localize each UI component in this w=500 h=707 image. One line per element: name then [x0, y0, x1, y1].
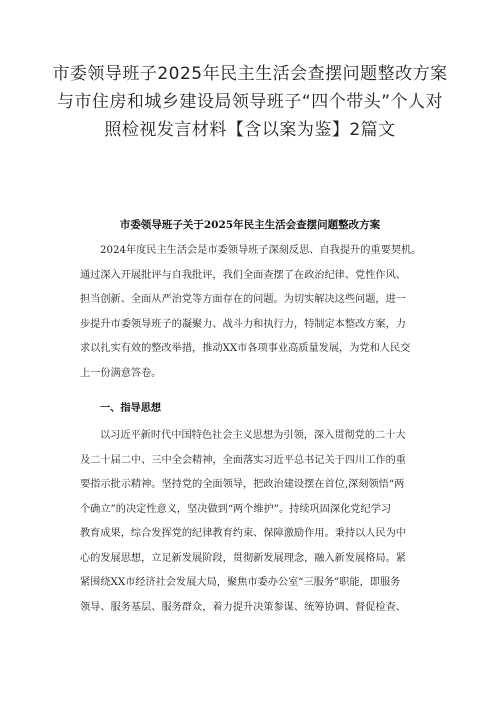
title-line-1: 市委领导班子2025年民主生活会查摆问题整改方案	[52, 64, 448, 84]
paragraph-line: 及二十届二中、三中全会精神，全面落实习近平总书记关于四川工作的重	[80, 454, 406, 466]
title-line-3: 照检视发言材料【含以案为鉴】2篇文	[104, 120, 396, 140]
paragraph-line: 求以扎实有效的整改举措，推动XX市各项事业高质量发展，为党和人民交	[80, 343, 411, 354]
paragraph-line: 个确立”的决定性意义，坚决做到“两个维护”。持续巩固深化党纪学习	[80, 503, 392, 515]
paragraph-line: 心的发展思想，立足新发展阶段，贯彻新发展理念，融入新发展格局。紧	[80, 552, 406, 564]
paragraph-line: 步提升市委领导班子的凝聚力、战斗力和执行力，特制定本整改方案，力	[80, 318, 406, 330]
paragraph-intro	[80, 239, 440, 386]
paragraph-line: 2024年度民主生活会是市委领导班子深刻反思、自我提升的重要契机。	[100, 245, 422, 256]
paragraph-line: 以习近平新时代中国特色社会主义思想为引领，深入贯彻党的二十大	[100, 430, 406, 441]
subheading-guiding-thought: 一、指导思想	[100, 402, 162, 414]
paragraph-line: 要指示批示精神。坚持党的全面领导，把政治建设摆在首位,深刻领悟“两	[80, 479, 405, 490]
paragraph-line: 领导、服务基层、服务群众，着力提升决策参谋、统筹协调、督促检查、	[80, 601, 406, 613]
paragraph-line: 紧围绕XX市经济社会发展大局，聚焦市委办公室“三服务”职能，即服务	[80, 577, 401, 588]
paragraph-line: 通过深入开展批评与自我批评，我们全面查摆了在政治纪律、党性作风、	[80, 269, 406, 281]
title-line-2: 与市住房和城乡建设局领导班子“四个带头”个人对	[56, 92, 444, 112]
document-title	[40, 60, 460, 144]
paragraph-line: 上一份满意答卷。	[80, 367, 162, 379]
paragraph-guiding-thought	[80, 424, 440, 620]
section-heading: 市委领导班子关于2025年民主生活会查摆问题整改方案	[119, 219, 381, 231]
paragraph-line: 教育成果，综合发挥党的纪律教育约束、保障激励作用。秉持以人民为中	[80, 528, 406, 539]
paragraph-line: 担当创新、全面从严治党等方面存在的问题。为切实解决这些问题，进一	[80, 294, 406, 305]
